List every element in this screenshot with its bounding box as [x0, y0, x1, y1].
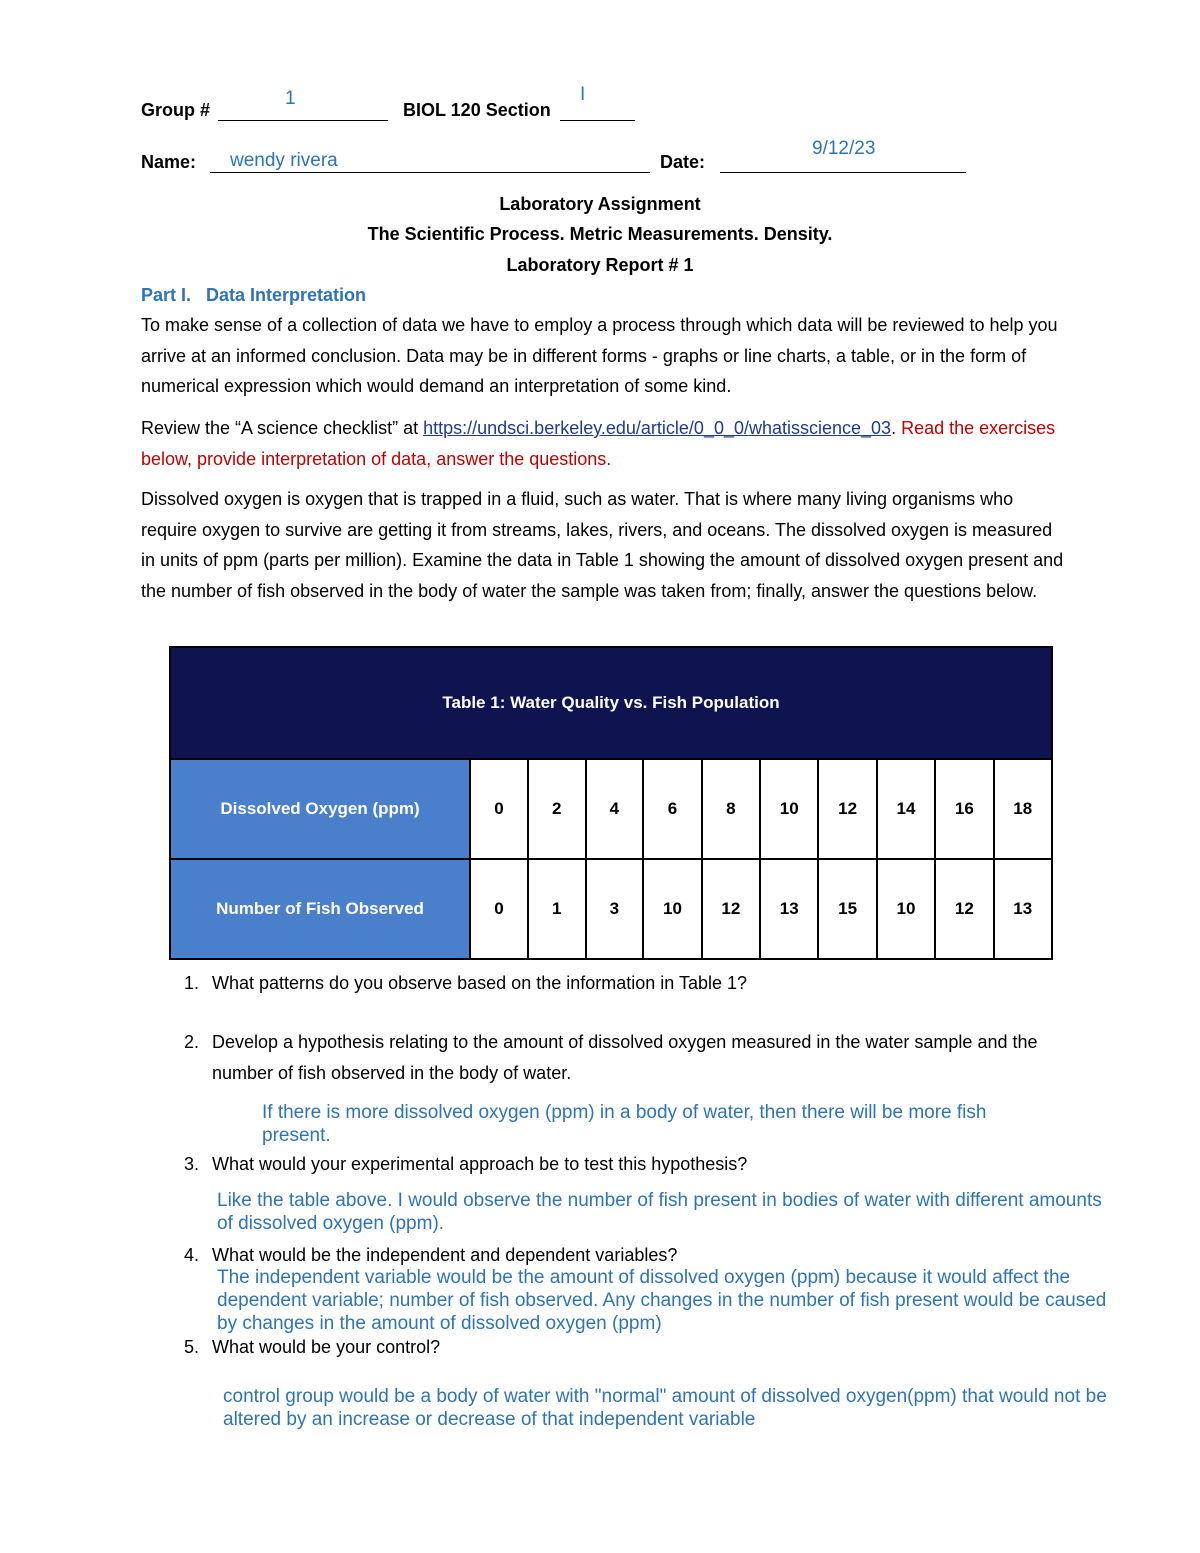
water-quality-table	[169, 646, 1053, 960]
table-cell: 3	[586, 859, 644, 959]
answer-2[interactable]: If there is more dissolved oxygen (ppm) in a body of water, then there will be more fish present.	[262, 1102, 987, 1146]
row-header-dissolved-oxygen: Dissolved Oxygen (ppm)	[170, 759, 470, 859]
question-5	[175, 1332, 1075, 1363]
question-text: What patterns do you observe based on the information in Table 1?	[212, 973, 748, 993]
table-cell: 12	[935, 859, 993, 959]
table-cell: 2	[528, 759, 586, 859]
table-cell: 12	[702, 859, 760, 959]
question-2	[175, 1027, 1075, 1089]
answer-5[interactable]: control group would be a body of water with "normal" amount of dissolved oxygen(ppm) that would not be altered by an increase or decrease of that independent variable	[223, 1386, 1107, 1430]
question-text: Develop a hypothesis relating to the amount of dissolved oxygen measured in the water sample and the number of fish observed in the body of water.	[212, 1032, 1038, 1083]
checklist-link[interactable]: https://undsci.berkeley.edu/article/0_0_0/whatisscience_03	[423, 418, 892, 438]
group-underline	[218, 120, 388, 121]
table-cell: 1	[528, 859, 586, 959]
dissolved-oxygen-paragraph: Dissolved oxygen is oxygen that is trapped in a fluid, such as water. That is where many living organisms who require oxygen to survive are getting it from streams, lakes, rivers, and oceans. The dissolved oxygen is measured in units of ppm (parts per million). Examine the data in Table 1 showing the amount of dissolved oxygen present and the number of fish observed in the body of water the sample was taken from; finally, answer the questions below.	[141, 489, 1064, 601]
question-1	[175, 968, 1075, 999]
table-cell: 4	[586, 759, 644, 859]
group-label: Group #	[141, 100, 211, 120]
section-label: BIOL 120 Section	[403, 100, 551, 120]
question-text: What would be the independent and dependent variables?	[212, 1245, 678, 1265]
review-paragraph	[141, 413, 1066, 474]
part1-intro-paragraph: To make sense of a collection of data we have to employ a process through which data will be reviewed to help you arrive at an informed conclusion. Data may be in different forms - graphs or line charts, a table, or in the form of numerical expression which would demand an interpretation of some kind.	[141, 315, 1058, 396]
title-topic: The Scientific Process. Metric Measurements. Density.	[367, 224, 833, 244]
question-number: 3.	[183, 1154, 199, 1174]
table-cell: 10	[643, 859, 701, 959]
table-cell: 16	[935, 759, 993, 859]
row-header-fish-observed: Number of Fish Observed	[170, 859, 470, 959]
date-label: Date:	[660, 152, 706, 172]
question-text: What would your experimental approach be to test this hypothesis?	[212, 1154, 748, 1174]
table-row-dissolved-oxygen	[170, 759, 1052, 859]
table-cell: 0	[470, 859, 528, 959]
answer-3[interactable]: Like the table above. I would observe the number of fish present in bodies of water with different amounts of dissolved oxygen (ppm).	[217, 1190, 1102, 1234]
part1-heading: Part I. Data Interpretation	[141, 285, 367, 305]
table-cell: 12	[818, 759, 876, 859]
review-prefix: Review the “A science checklist” at	[141, 418, 424, 438]
review-instructions: Read the exercises below, provide interpretation of data, answer the questions.	[141, 418, 1056, 469]
question-3	[175, 1149, 1075, 1180]
group-value[interactable]: 1	[285, 88, 296, 109]
date-underline	[720, 172, 966, 173]
table-cell: 10	[877, 859, 935, 959]
question-number: 5.	[183, 1337, 199, 1357]
name-label: Name:	[141, 152, 197, 172]
table-cell: 14	[877, 759, 935, 859]
question-text: What would be your control?	[212, 1337, 441, 1357]
table-cell: 15	[818, 859, 876, 959]
section-underline	[560, 120, 635, 121]
question-number: 1.	[183, 973, 199, 993]
title-assignment: Laboratory Assignment	[499, 194, 701, 214]
table-title: Table 1: Water Quality vs. Fish Population	[170, 647, 1052, 759]
table-cell: 6	[643, 759, 701, 859]
table-cell: 0	[470, 759, 528, 859]
table-cell: 10	[760, 759, 818, 859]
question-number: 4.	[183, 1245, 199, 1265]
name-underline	[210, 172, 650, 173]
table-cell: 8	[702, 759, 760, 859]
answer-4[interactable]: The independent variable would be the amount of dissolved oxygen (ppm) because it would affect the dependent variable; number of fish observed. Any changes in the number of fish present would be caused by changes in the amount of dissolved oxygen (ppm)	[217, 1267, 1107, 1334]
table-cell: 18	[994, 759, 1052, 859]
name-value[interactable]: wendy rivera	[230, 150, 338, 171]
date-value[interactable]: 9/12/23	[812, 138, 876, 159]
review-dot: .	[891, 418, 897, 438]
table-cell: 13	[994, 859, 1052, 959]
table-cell: 13	[760, 859, 818, 959]
section-value[interactable]: I	[580, 84, 586, 105]
table-row-fish-observed	[170, 859, 1052, 959]
question-number: 2.	[183, 1032, 199, 1052]
title-report: Laboratory Report # 1	[506, 255, 694, 275]
